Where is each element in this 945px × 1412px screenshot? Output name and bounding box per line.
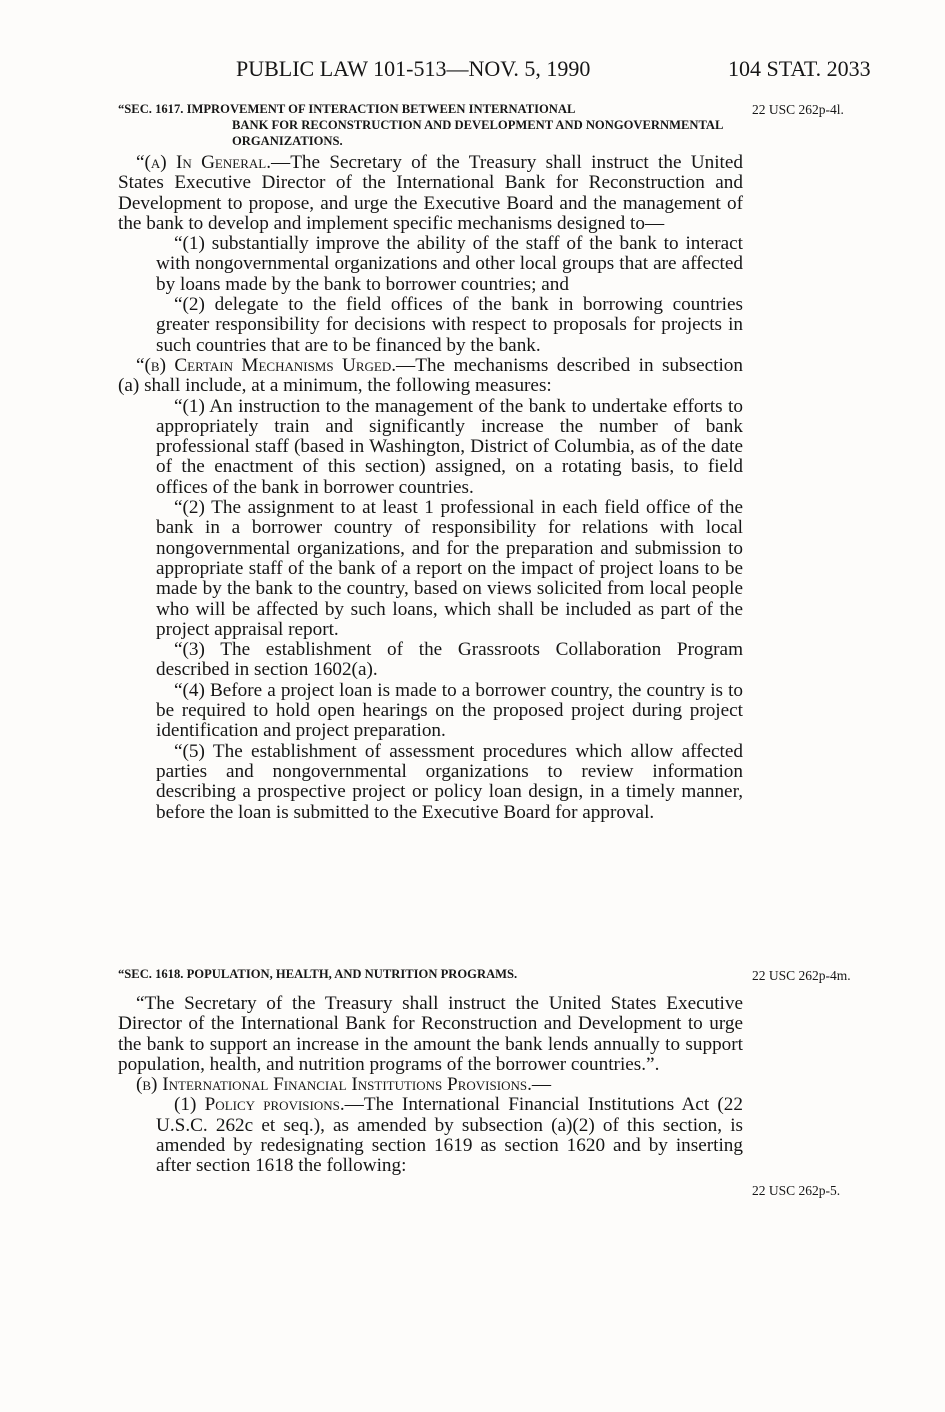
subsection-b — [118, 356, 743, 397]
item-a1: “(1) substantially improve the ability of the staff of the bank to interact with nongovernmental organizations and other local groups that are affected by loans made by the bank to borrower countries; and — [156, 233, 743, 295]
running-header-title: PUBLIC LAW 101-513—NOV. 5, 1990 — [236, 56, 591, 81]
sec-1617-heading-line2: BANK FOR RECONSTRUCTION AND DEVELOPMENT AND NONGOVERNMENTAL ORGANIZATIONS. — [232, 118, 723, 148]
subsection-a — [118, 153, 743, 234]
part-b-heading — [118, 1075, 743, 1095]
sec-1617 — [118, 101, 743, 823]
item-a2: “(2) delegate to the field offices of the bank in borrowing countries greater responsibility for decisions with respect to proposals for projects in such countries that are to be financed by the bank. — [156, 294, 743, 356]
subsection-a-label: “(a) In General. — [136, 152, 272, 173]
running-header-page: 104 STAT. 2033 — [728, 56, 871, 81]
item-b1: “(1) An instruction to the management of the bank to undertake efforts to appropriately train and significantly increase the number of bank professional staff (based in Washington, District of Columbia, as of the date of the enactment of this section) assigned, on a rotating basis, to field offices of the bank in borrower countries. — [156, 395, 743, 498]
part-b-p1-text: —The International Financial Institutions Act (22 U.S.C. 262c et seq.), as amended by subsection (a)(2) of this section, is amended by redesignating section 1619 as section 1620 and by inserting after section 1618 the following: — [156, 1094, 743, 1177]
sec-1618-text: “The Secretary of the Treasury shall instruct the United States Executive Director of the International Bank for Reconstruction and Development to urge the bank to support an increase in the amount the bank lends annually to support population, health, and nutrition programs of the borrower countries.”. — [118, 993, 743, 1075]
margin-note-1617: 22 USC 262p-4l. — [752, 102, 844, 117]
subsection-b-text: —The mechanisms described in subsection (a) shall include, at a minimum, the following measures: — [118, 354, 743, 397]
item-b3: “(3) The establishment of the Grassroots Collaboration Program described in section 1602(a). — [156, 639, 743, 681]
subsection-a-text: —The Secretary of the Treasury shall instruct the United States Executive Director of the International Bank for Reconstruction and Development to propose, and urge the Executive Board and the management of the bank to develop and implement specific mechanisms designed to— — [118, 152, 743, 234]
item-b5: “(5) The establishment of assessment procedures which allow affected parties and nongovernmental organizations to review information describing a prospective project or policy loan design, in a timely manner, before the loan is submitted to the Executive Board for approval. — [156, 740, 743, 823]
sec-1617-heading-line1: “SEC. 1617. IMPROVEMENT OF INTERACTION BETWEEN INTERNATIONAL — [118, 102, 576, 116]
sec-1617-heading — [118, 101, 743, 149]
margin-note-part-b: 22 USC 262p-5. — [752, 1183, 841, 1198]
item-b2: “(2) The assignment to at least 1 professional in each field office of the bank in a borrower country of responsibility for relations with local nongovernmental organizations, and for the preparation and submission to appropriate staff of the bank of a report on the impact of project loans to be made by the bank to the country, based on views solicited from local people who will be affected by such loans, which shall be included as part of the project appraisal report. — [156, 497, 743, 640]
part-b-p1-label: (1) Policy provisions. — [174, 1094, 345, 1116]
item-b4: “(4) Before a project loan is made to a borrower country, the country is to be required to hold open hearings on the proposed project during project identification and project preparation. — [156, 679, 743, 742]
part-b-heading-text: (b) International Financial Institutions Provisions.— — [136, 1074, 552, 1096]
part-b-paragraph-1 — [118, 1095, 743, 1176]
margin-note-1618: 22 USC 262p-4m. — [752, 968, 851, 983]
sec-1618 — [118, 966, 743, 1177]
sec-1618-heading: “SEC. 1618. POPULATION, HEALTH, AND NUTRITION PROGRAMS. — [118, 967, 518, 981]
subsection-b-label: “(b) Certain Mechanisms Urged. — [136, 354, 397, 376]
